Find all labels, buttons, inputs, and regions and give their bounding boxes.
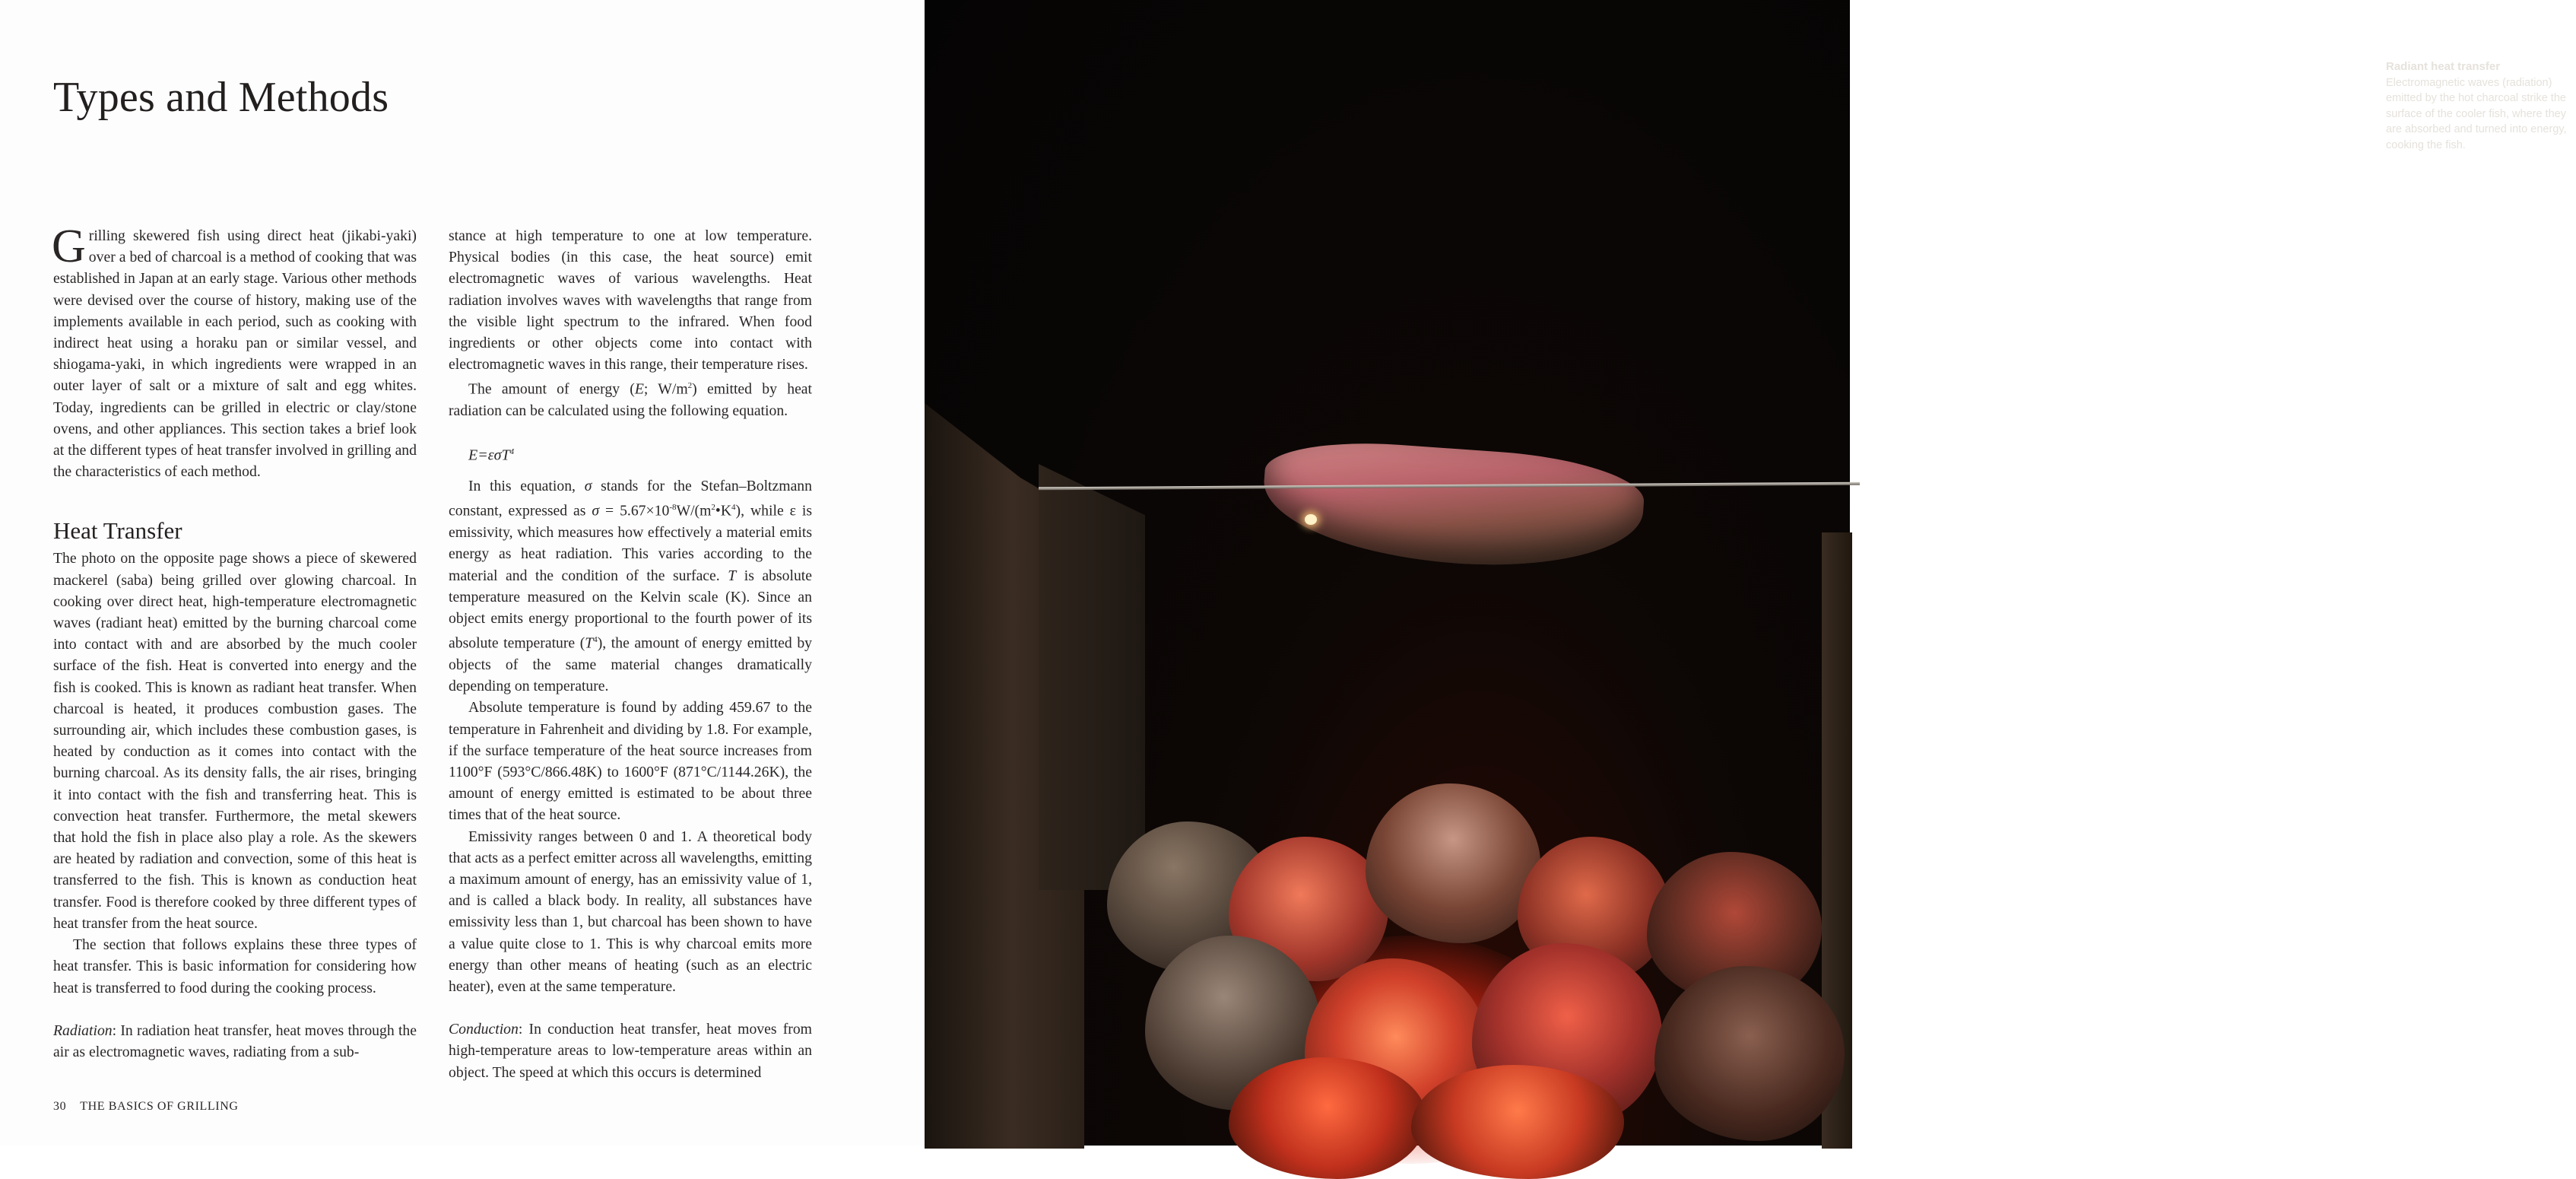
page-number: 30 <box>53 1100 67 1113</box>
chapter-title: Types and Methods <box>53 74 389 121</box>
charcoal-piece <box>1366 783 1540 943</box>
equation-text: E=εσT <box>468 447 510 465</box>
radiation-text: : In radiation heat transfer, heat moves through the air as electromagnetic waves, radiating from a sub- <box>53 1022 417 1060</box>
text-column-left <box>52 221 417 1063</box>
superscript: 4 <box>731 503 736 513</box>
text-run: ) emitted by heat radiation can be calculated using the following equation. <box>449 380 813 420</box>
running-head: THE BASICS OF GRILLING <box>80 1100 239 1113</box>
charcoal-piece <box>1411 1065 1624 1179</box>
text-column-right <box>449 225 812 1083</box>
text-run: stands for the Stefan–Boltzmann constant, expressed as <box>449 478 812 520</box>
text-run: ; W/m <box>643 380 688 398</box>
text-run: ), the amount of energy emitted by objects of the same material changes dramatically depending on temperature. <box>449 634 813 695</box>
intro-paragraph <box>52 221 417 482</box>
drop-cap: G <box>52 221 86 272</box>
text-run: ), while ε is emissivity, which measures how effectively a material emits energy as heat radiation. This varies according to the material and the condition of the surface. <box>449 503 812 584</box>
superscript: 2 <box>711 503 715 513</box>
body-paragraph <box>449 375 812 421</box>
body-paragraph: The photo on the opposite page shows a piece of skewered mackerel (saba) being grilled over glowing charcoal. In cooking over direct heat, high-temperature electromagnetic waves (radiant heat) emitted by the burning charcoal come into contact with and are absorbed by the much cooler surface of the fish. Heat is converted into energy and the fish is cooked. This is known as radiant heat transfer. When charcoal is heated, it produces combustion gases. The surrounding air, which includes these combustion gases, is heated by conduction as it comes into contact with the burning charcoal. As its density falls, the air rises, bringing it into contact with the fish and transferring heat. This is convection heat transfer. Furthermore, the metal skewers that hold the fish in place also play a role. As the skewers are heated by radiation and convection, some of this heat is transferred to the fish. This is known as conduction heat transfer. Food is therefore cooked by three different types of heat transfer from the heat source. <box>53 550 417 932</box>
conduction-label: Conduction <box>449 1021 519 1038</box>
text-run: W/(m <box>676 503 712 520</box>
body-paragraph: The section that follows explains these three types of heat transfer. This is basic information for considering how heat is transferred to food during the cooking process. <box>53 936 417 996</box>
flame-spark <box>1305 514 1317 525</box>
text-run: σ <box>584 478 592 495</box>
radiation-paragraph <box>53 1020 417 1063</box>
text-run: T <box>585 634 594 652</box>
left-page <box>0 0 925 1146</box>
intro-text: rilling skewered fish using direct heat (jikabi-yaki) over a bed of charcoal is a method of cooking that was established in Japan at an early stage. Various other methods were devised over the course of history, making use of the implements available in each period, such as cooking with indirect heat using a horaku pan or similar vessel, and shiogama-yaki, in which ingredients were wrapped in an outer layer of salt or a mixture of salt and egg whites. Today, ingredients can be grilled in electric or clay/stone ovens, and other appliances. This section takes a brief look at the different types of heat transfer involved in grilling and the characteristics of each method. <box>53 227 417 481</box>
text-run: In this equation, <box>468 478 585 495</box>
section-heading: Heat Transfer <box>53 517 182 545</box>
text-run: σ <box>592 503 600 520</box>
body-paragraph: Absolute temperature is found by adding 459.67 to the temperature in Fahrenheit and dividing by 1.8. For example, if the surface temperature of the heat source increases from 1100°F (593°C/866.48K) to 1600°F (871°C/1144.26K), the amount of energy emitted is estimated to be about three times that of the heat source. <box>449 699 812 824</box>
charcoal-piece <box>1654 966 1845 1141</box>
text-run: is absolute temperature measured on the Kelvin scale (K). Since an object emits energy proportional to the fourth power of its absolute temperature ( <box>449 567 812 652</box>
conduction-paragraph <box>449 1019 812 1083</box>
mackerel-fillet <box>1259 436 1646 577</box>
superscript: 4 <box>509 447 515 457</box>
superscript: 2 <box>687 381 693 391</box>
text-run: E <box>634 380 644 398</box>
body-paragraph: stance at high temperature to one at low temperature. Physical bodies (in this case, the heat source) emit electromagnetic waves of various wavelengths. Heat radiation involves waves with wavelengths that range from the visible light spectrum to the infrared. When food ingredients or other objects come into contact with electromagnetic waves in this range, their temperature rises. <box>449 227 812 373</box>
grilling-photo <box>925 0 2567 1146</box>
caption-text: Electromagnetic waves (radiation) emitted by the hot charcoal strike the surface of the cooler fish, where they are absorbed and turned into energy, cooking the fish. <box>2386 76 2567 151</box>
equation <box>468 441 812 466</box>
brick-wall-inner <box>1039 464 1145 890</box>
charcoal-piece <box>1229 1057 1426 1179</box>
text-run: T <box>728 567 737 584</box>
text-run: •K <box>715 503 732 520</box>
text-run: The amount of energy ( <box>468 380 635 398</box>
text-run: = 5.67×10 <box>599 503 670 520</box>
superscript: 4 <box>593 635 598 645</box>
body-paragraph: Emissivity ranges between 0 and 1. A theoretical body that acts as a perfect emitter across all wavelengths, emitting a maximum amount of energy, has an emissivity value of 1, and is called a black body. In reality, all substances have emissivity less than 1, but charcoal has been shown to have a value quite close to 1. This is why charcoal emits more energy than other means of heating (such as an electric heater), even at the same temperature. <box>449 828 812 996</box>
body-paragraph <box>449 475 812 697</box>
superscript: -8 <box>669 503 677 513</box>
caption-title: Radiant heat transfer <box>2386 60 2501 73</box>
photo-caption <box>2386 59 2576 153</box>
radiation-label: Radiation <box>53 1022 113 1039</box>
page-footer <box>53 1100 239 1114</box>
conduction-text: : In conduction heat transfer, heat moves from high-temperature areas to low-temperature areas within an object. The speed at which this occurs is determined <box>449 1021 812 1081</box>
